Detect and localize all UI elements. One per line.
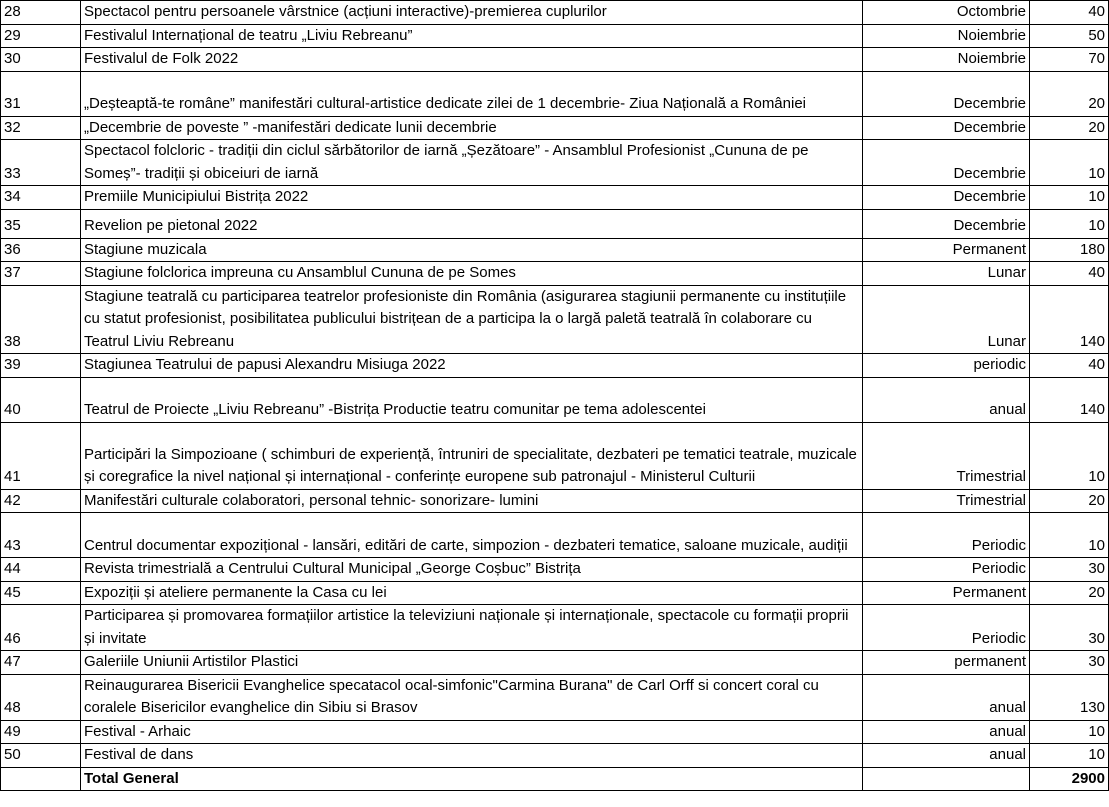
table-row [1,720,1109,744]
row-period: Trimestrial [863,422,1030,489]
row-description: „Decembrie de poveste ” -manifestări dedicate lunii decembrie [81,116,863,140]
row-number: 42 [1,489,81,513]
row-number: 28 [1,1,81,25]
table-row [1,1,1109,25]
table-row [1,558,1109,582]
row-value: 10 [1030,513,1109,558]
row-period: Permanent [863,238,1030,262]
row-value: 140 [1030,285,1109,354]
row-description: Participarea și promovarea formațiilor artistice la televiziuni naționale și internaționale, spectacole cu formații proprii și invitate [81,605,863,651]
row-description: Festival - Arhaic [81,720,863,744]
table-row [1,581,1109,605]
row-value: 10 [1030,186,1109,210]
row-period: anual [863,720,1030,744]
row-description: Festivalul Internațional de teatru „Liviu Rebreanu” [81,24,863,48]
row-period: Periodic [863,558,1030,582]
row-number: 38 [1,285,81,354]
row-number: 45 [1,581,81,605]
row-value: 20 [1030,489,1109,513]
row-description: Expoziții și ateliere permanente la Casa cu lei [81,581,863,605]
row-value: 10 [1030,720,1109,744]
row-value: 20 [1030,116,1109,140]
row-period: Decembrie [863,140,1030,186]
row-number: 33 [1,140,81,186]
row-description: Premiile Municipiului Bistrița 2022 [81,186,863,210]
row-description: Stagiunea Teatrului de papusi Alexandru Misiuga 2022 [81,354,863,378]
table-row [1,140,1109,186]
row-period: Periodic [863,605,1030,651]
row-period: Lunar [863,262,1030,286]
row-number: 48 [1,674,81,720]
row-value: 40 [1030,1,1109,25]
row-description: Revelion pe pietonal 2022 [81,209,863,238]
row-number: 35 [1,209,81,238]
table-row [1,605,1109,651]
total-nr-cell [1,767,81,791]
row-description: Reinaugurarea Bisericii Evanghelice specatacol ocal-simfonic"Carmina Burana" de Carl Orff si concert coral cu coralele Bisericilor evanghelice din Sibiu si Brasov [81,674,863,720]
table-row [1,354,1109,378]
table-row [1,377,1109,422]
row-value: 20 [1030,581,1109,605]
table-row [1,285,1109,354]
table-row [1,48,1109,72]
row-value: 130 [1030,674,1109,720]
row-number: 37 [1,262,81,286]
row-period: permanent [863,651,1030,675]
row-period: Noiembrie [863,48,1030,72]
row-description: Spectacol folcloric - tradiții din ciclul sărbătorilor de iarnă „Șezătoare” - Ansamblul Profesionist „Cununa de pe Someș”- tradiții și obiceiuri de iarnă [81,140,863,186]
row-number: 30 [1,48,81,72]
row-period: Permanent [863,581,1030,605]
row-value: 70 [1030,48,1109,72]
row-period: Trimestrial [863,489,1030,513]
row-value: 10 [1030,209,1109,238]
row-number: 32 [1,116,81,140]
row-period: anual [863,377,1030,422]
table-row [1,262,1109,286]
row-description: Revista trimestrială a Centrului Cultural Municipal „George Coșbuc” Bistrița [81,558,863,582]
table-row [1,744,1109,768]
row-description: Stagiune folclorica impreuna cu Ansamblul Cununa de pe Somes [81,262,863,286]
row-value: 20 [1030,71,1109,116]
row-value: 140 [1030,377,1109,422]
row-period: anual [863,744,1030,768]
table-row [1,24,1109,48]
row-period: Decembrie [863,186,1030,210]
table-row [1,651,1109,675]
row-number: 39 [1,354,81,378]
row-number: 34 [1,186,81,210]
row-period: Noiembrie [863,24,1030,48]
row-period: Decembrie [863,116,1030,140]
row-description: Festivalul de Folk 2022 [81,48,863,72]
total-label: Total General [81,767,863,791]
row-value: 30 [1030,605,1109,651]
row-value: 10 [1030,140,1109,186]
total-row [1,767,1109,791]
row-description: Stagiune muzicala [81,238,863,262]
table-row [1,674,1109,720]
row-number: 50 [1,744,81,768]
table-row [1,489,1109,513]
table-row [1,209,1109,238]
table-row [1,186,1109,210]
row-value: 180 [1030,238,1109,262]
row-number: 43 [1,513,81,558]
row-period: Decembrie [863,71,1030,116]
row-number: 40 [1,377,81,422]
row-period: Periodic [863,513,1030,558]
table-row [1,422,1109,489]
row-description: Participări la Simpozioane ( schimburi de experiență, întruniri de specialitate, dezbateri pe tematici teatrale, muzicale și coregrafice la nivel național și internațional - conferințe europene sub patronajul - Ministerul Culturii [81,422,863,489]
row-value: 40 [1030,262,1109,286]
row-description: Galeriile Uniunii Artistilor Plastici [81,651,863,675]
row-value: 30 [1030,558,1109,582]
row-number: 46 [1,605,81,651]
row-period: Octombrie [863,1,1030,25]
table-row [1,71,1109,116]
row-value: 10 [1030,422,1109,489]
row-period: Decembrie [863,209,1030,238]
row-description: Stagiune teatrală cu participarea teatrelor profesioniste din România (asigurarea stagiunii permanente cu instituțiile cu statut profesionist, posibilitatea publicului bistrițean de a participa la o largă paletă teatrală în colaborare cu Teatrul Liviu Rebreanu [81,285,863,354]
row-number: 47 [1,651,81,675]
row-value: 50 [1030,24,1109,48]
row-description: Spectacol pentru persoanele vârstnice (acțiuni interactive)-premierea cuplurilor [81,1,863,25]
table-row [1,238,1109,262]
row-value: 30 [1030,651,1109,675]
row-number: 49 [1,720,81,744]
table-row [1,513,1109,558]
row-number: 36 [1,238,81,262]
total-period-cell [863,767,1030,791]
row-description: Centrul documentar expozițional - lansări, editări de carte, simpozion - dezbateri tematice, saloane muzicale, audiții [81,513,863,558]
row-value: 10 [1030,744,1109,768]
row-number: 41 [1,422,81,489]
row-description: Teatrul de Proiecte „Liviu Rebreanu” -Bistrița Productie teatru comunitar pe tema adolescentei [81,377,863,422]
row-period: periodic [863,354,1030,378]
row-description: Festival de dans [81,744,863,768]
row-description: Manifestări culturale colaboratori, personal tehnic- sonorizare- lumini [81,489,863,513]
row-value: 40 [1030,354,1109,378]
row-description: „Deșteaptă-te române” manifestări cultural-artistice dedicate zilei de 1 decembrie- Ziua Națională a României [81,71,863,116]
total-value: 2900 [1030,767,1109,791]
row-number: 44 [1,558,81,582]
row-period: anual [863,674,1030,720]
row-number: 31 [1,71,81,116]
row-number: 29 [1,24,81,48]
table-row [1,116,1109,140]
row-period: Lunar [863,285,1030,354]
